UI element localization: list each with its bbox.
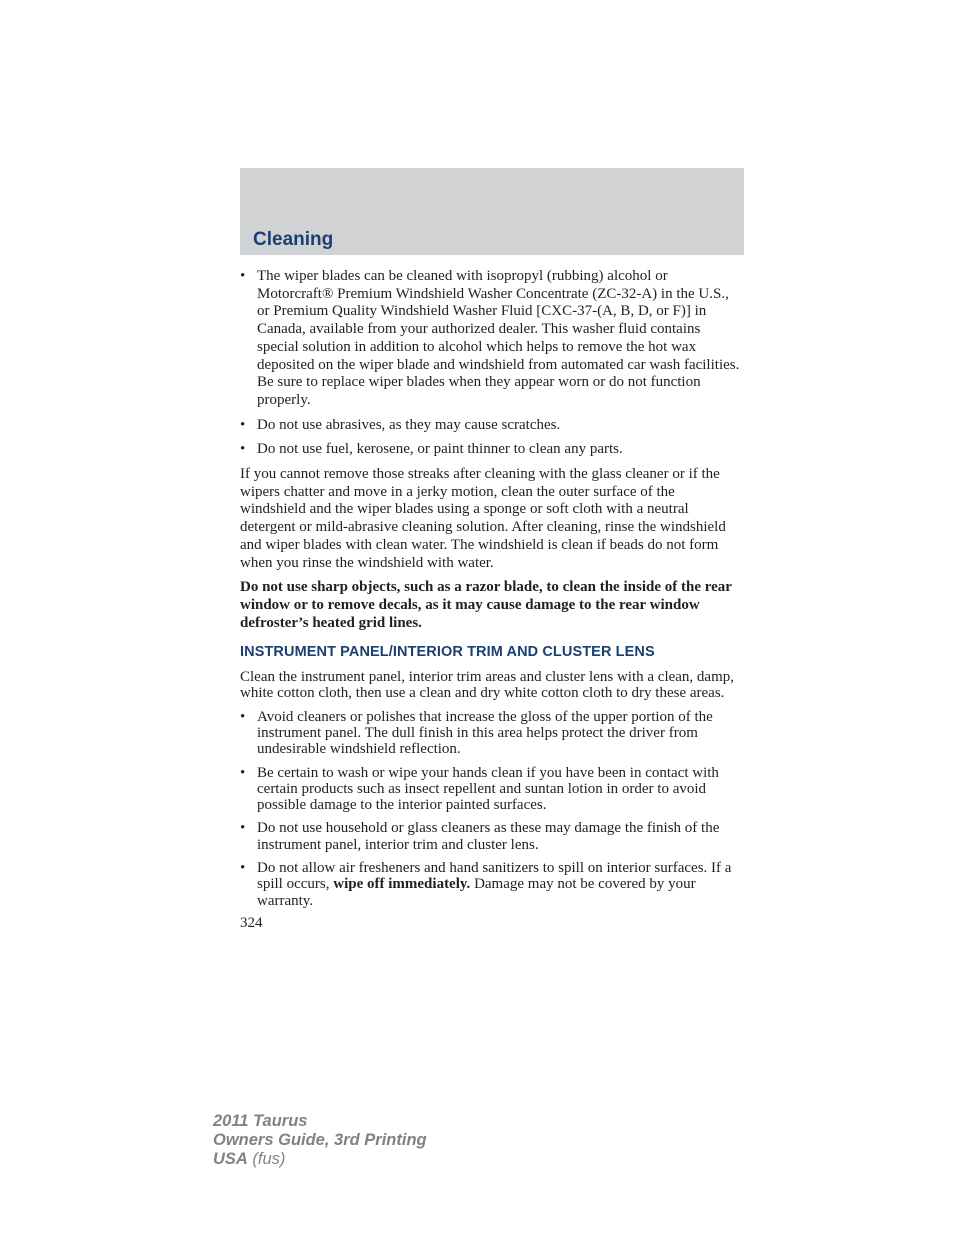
warning-paragraph: Do not use sharp objects, such as a razor blade, to clean the inside of the rear window or to remove decals, as it may cause damage to the rear window defroster’s heated grid lines. (240, 579, 732, 631)
list-item: • Do not use abrasives, as they may cause scratches. (240, 417, 744, 435)
page-number: 324 (240, 914, 263, 931)
footer-region-code: (fus) (247, 1150, 286, 1168)
list-item-emphasis: wipe off immediately. (333, 876, 471, 893)
list-item (240, 860, 744, 909)
section-header-band (240, 168, 744, 255)
footer-model-line: 2011 Taurus (213, 1112, 308, 1130)
section-heading: INSTRUMENT PANEL/INTERIOR TRIM AND CLUSTER LENS (240, 644, 655, 661)
document-footer (213, 1112, 427, 1169)
footer-region: USA (213, 1150, 248, 1168)
list-item: • Avoid cleaners or polishes that increase the gloss of the upper portion of the instrument panel. The dull finish in this area helps protect the driver from undesirable windshield reflection. (240, 709, 744, 758)
footer-guide-line: Owners Guide, 3rd Printing (213, 1131, 427, 1149)
footer-region-line (213, 1150, 427, 1169)
streaks-paragraph: If you cannot remove those streaks after cleaning with the glass cleaner or if the wipers chatter and move in a jerky motion, clean the outer surface of the windshield and the wiper blades using a sponge or soft cloth with a neutral detergent or mild-abrasive cleaning solution. After cleaning, rinse the windshield and wiper blades with clean water. The windshield is clean if beads do not form when you rinse the windshield with water. (240, 466, 726, 571)
page-title: Cleaning (253, 229, 334, 250)
list-item: • Do not use household or glass cleaners as these may damage the finish of the instrument panel, interior trim and cluster lens. (240, 820, 744, 853)
list-item: • The wiper blades can be cleaned with isopropyl (rubbing) alcohol or Motorcraft® Premium Windshield Washer Concentrate (ZC-32-A) in the U.S., or Premium Quality Windshield Washer Fluid [CXC-37-(A, B, D, or F)] in Canada, available from your authorized dealer. This washer fluid contains special solution in addition to alcohol which helps to remove the hot wax deposited on the wiper blade and windshield from automated car wash facilities. Be sure to replace wiper blades when they appear worn or do not function properly. (240, 268, 744, 410)
list-item: • Do not use fuel, kerosene, or paint thinner to clean any parts. (240, 441, 744, 459)
list-item-text: Damage may not be covered by your warranty. (257, 876, 696, 909)
section-intro-paragraph: Clean the instrument panel, interior trim areas and cluster lens with a clean, damp, white cotton cloth, then use a clean and dry white cotton cloth to dry these areas. (240, 669, 735, 702)
page-content (240, 268, 744, 933)
list-item-text: Do not allow air fresheners and hand sanitizers to spill on interior surfaces. If a spill occurs, (257, 860, 732, 893)
list-item: • Be certain to wash or wipe your hands clean if you have been in contact with certain products such as insect repellent and suntan lotion in order to avoid possible damage to the interior painted surfaces. (240, 765, 744, 814)
